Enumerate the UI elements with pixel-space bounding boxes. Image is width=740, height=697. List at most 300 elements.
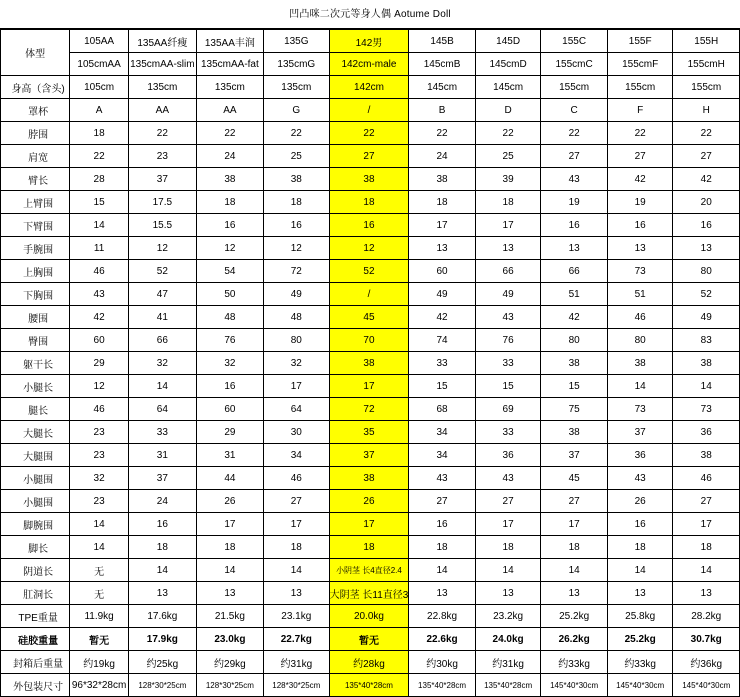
table-cell: 21.5kg — [196, 605, 263, 628]
table-cell: 约29kg — [196, 651, 263, 674]
model-row — [1, 30, 740, 53]
table-cell: 16 — [196, 375, 263, 398]
row-label: 下臂围 — [1, 214, 70, 237]
table-cell: C — [541, 99, 607, 122]
row-label: 脚长 — [1, 536, 70, 559]
table-cell: 23 — [128, 145, 196, 168]
table-cell: 66 — [475, 260, 541, 283]
row-label: 肩宽 — [1, 145, 70, 168]
table-cell: 19 — [607, 191, 673, 214]
table-row — [1, 237, 740, 260]
row-label: 阴道长 — [1, 559, 70, 582]
model-name: 105AA — [70, 30, 129, 53]
model-name: 135AA纤瘦 — [128, 30, 196, 53]
table-cell: 13 — [264, 582, 330, 605]
table-cell: F — [607, 99, 673, 122]
table-row — [1, 674, 740, 697]
table-cell: 76 — [475, 329, 541, 352]
table-cell: 25.8kg — [607, 605, 673, 628]
type-label: 体型 — [1, 30, 70, 76]
table-cell: 18 — [673, 536, 740, 559]
table-cell: 51 — [607, 283, 673, 306]
table-row — [1, 582, 740, 605]
row-label: 上胸围 — [1, 260, 70, 283]
table-cell: 42 — [541, 306, 607, 329]
table-cell: 33 — [475, 421, 541, 444]
table-cell: 11.9kg — [70, 605, 129, 628]
table-cell: 22.6kg — [409, 628, 475, 651]
table-cell: 38 — [329, 467, 409, 490]
table-cell: 18 — [409, 191, 475, 214]
table-cell: 18 — [70, 122, 129, 145]
size-chart-table — [0, 29, 740, 697]
table-cell: 27 — [409, 490, 475, 513]
table-cell: 17 — [541, 513, 607, 536]
table-cell: 66 — [128, 329, 196, 352]
table-cell: 128*30*25cm — [264, 674, 330, 697]
table-cell: 暂无 — [70, 628, 129, 651]
table-cell: 20 — [673, 191, 740, 214]
model-code: 145cmB — [409, 53, 475, 76]
table-cell: 52 — [329, 260, 409, 283]
table-cell: 37 — [128, 467, 196, 490]
row-label: 下胸围 — [1, 283, 70, 306]
table-cell: 43 — [607, 467, 673, 490]
table-cell: 41 — [128, 306, 196, 329]
table-cell: 22 — [196, 122, 263, 145]
table-cell: 36 — [673, 421, 740, 444]
table-cell: 16 — [541, 214, 607, 237]
row-label: 臀围 — [1, 329, 70, 352]
table-cell: 14 — [70, 536, 129, 559]
model-name: 135AA丰润 — [196, 30, 263, 53]
table-row — [1, 122, 740, 145]
table-cell: 12 — [329, 237, 409, 260]
table-cell: 31 — [128, 444, 196, 467]
table-cell: 无 — [70, 582, 129, 605]
table-cell: 18 — [541, 536, 607, 559]
table-cell: 18 — [196, 191, 263, 214]
table-cell: 20.0kg — [329, 605, 409, 628]
table-cell: 13 — [128, 582, 196, 605]
model-name: 142男 — [329, 30, 409, 53]
table-cell: 73 — [607, 398, 673, 421]
table-cell: 135*40*28cm — [475, 674, 541, 697]
table-cell: 34 — [409, 421, 475, 444]
table-cell: 36 — [607, 444, 673, 467]
table-row — [1, 651, 740, 674]
table-cell: 13 — [541, 582, 607, 605]
table-cell: 30 — [264, 421, 330, 444]
model-name: 135G — [264, 30, 330, 53]
sheet-title: 凹凸咪二次元等身人偶 Aotume Doll — [0, 0, 740, 29]
table-cell: 17 — [196, 513, 263, 536]
table-cell: 135cm — [264, 76, 330, 99]
table-cell: 38 — [264, 168, 330, 191]
table-cell: 14 — [673, 375, 740, 398]
table-cell: 26 — [607, 490, 673, 513]
table-cell: 18 — [196, 536, 263, 559]
table-cell: 80 — [541, 329, 607, 352]
table-cell: 18 — [128, 536, 196, 559]
table-cell: 18 — [264, 536, 330, 559]
table-cell: 14 — [70, 214, 129, 237]
table-cell: 18 — [409, 536, 475, 559]
table-cell: 38 — [673, 444, 740, 467]
table-cell: 17 — [329, 513, 409, 536]
table-cell: 13 — [409, 237, 475, 260]
table-cell: 76 — [196, 329, 263, 352]
table-cell: 45 — [541, 467, 607, 490]
table-cell: 约31kg — [475, 651, 541, 674]
table-cell: 38 — [541, 352, 607, 375]
table-cell: 11 — [70, 237, 129, 260]
table-cell: 29 — [70, 352, 129, 375]
table-cell: 14 — [128, 375, 196, 398]
table-cell: 46 — [264, 467, 330, 490]
table-cell: 145*40*30cm — [607, 674, 673, 697]
table-cell: 无 — [70, 559, 129, 582]
table-cell: 155cm — [673, 76, 740, 99]
table-cell: 49 — [475, 283, 541, 306]
table-row — [1, 283, 740, 306]
table-cell: 17 — [475, 214, 541, 237]
model-name: 145D — [475, 30, 541, 53]
table-cell: 34 — [409, 444, 475, 467]
table-cell: 27 — [541, 145, 607, 168]
table-cell: 23 — [70, 444, 129, 467]
table-cell: 17 — [409, 214, 475, 237]
row-label: 手腕围 — [1, 237, 70, 260]
table-cell: 24.0kg — [475, 628, 541, 651]
table-cell: 23.1kg — [264, 605, 330, 628]
table-cell: 25.2kg — [607, 628, 673, 651]
table-cell: 14 — [128, 559, 196, 582]
table-cell: 35 — [329, 421, 409, 444]
table-cell: B — [409, 99, 475, 122]
table-cell: 128*30*25cm — [196, 674, 263, 697]
table-cell: 13 — [475, 582, 541, 605]
table-cell: 51 — [541, 283, 607, 306]
model-code: 135cmAA-slim — [128, 53, 196, 76]
table-cell: 23.2kg — [475, 605, 541, 628]
table-cell: 48 — [264, 306, 330, 329]
table-cell: 38 — [409, 168, 475, 191]
table-cell: 17.6kg — [128, 605, 196, 628]
table-cell: 13 — [673, 237, 740, 260]
table-cell: 25 — [264, 145, 330, 168]
table-cell: 43 — [409, 467, 475, 490]
table-row — [1, 398, 740, 421]
table-cell: 135cm — [196, 76, 263, 99]
table-cell: 22 — [673, 122, 740, 145]
table-cell: 15.5 — [128, 214, 196, 237]
table-cell: 60 — [70, 329, 129, 352]
row-label: 躯干长 — [1, 352, 70, 375]
table-cell: 28.2kg — [673, 605, 740, 628]
row-label: 小腿围 — [1, 467, 70, 490]
table-cell: / — [329, 283, 409, 306]
table-cell: 24 — [128, 490, 196, 513]
table-cell: 17 — [264, 375, 330, 398]
table-cell: 约36kg — [673, 651, 740, 674]
table-cell: 14 — [607, 375, 673, 398]
table-cell: 145cm — [475, 76, 541, 99]
table-cell: 33 — [409, 352, 475, 375]
table-cell: 66 — [541, 260, 607, 283]
table-cell: 15 — [70, 191, 129, 214]
row-label: 封箱后重量 — [1, 651, 70, 674]
table-cell: 72 — [264, 260, 330, 283]
table-cell: 43 — [475, 467, 541, 490]
table-row — [1, 260, 740, 283]
table-cell: 27 — [541, 490, 607, 513]
model-name: 155H — [673, 30, 740, 53]
table-cell: 49 — [409, 283, 475, 306]
table-cell: 49 — [264, 283, 330, 306]
table-cell: 29 — [196, 421, 263, 444]
row-label: 脖围 — [1, 122, 70, 145]
table-row — [1, 76, 740, 99]
model-name: 145B — [409, 30, 475, 53]
table-cell: 54 — [196, 260, 263, 283]
table-cell: 23 — [70, 421, 129, 444]
table-cell: 17 — [673, 513, 740, 536]
table-cell: 14 — [409, 559, 475, 582]
table-cell: 16 — [128, 513, 196, 536]
table-cell: 22 — [264, 122, 330, 145]
model-code: 155cmF — [607, 53, 673, 76]
table-cell: 16 — [607, 513, 673, 536]
table-row — [1, 214, 740, 237]
table-cell: 15 — [409, 375, 475, 398]
table-cell: 36 — [475, 444, 541, 467]
table-cell: 145*40*30cm — [541, 674, 607, 697]
table-row — [1, 628, 740, 651]
table-cell: 33 — [128, 421, 196, 444]
table-row — [1, 513, 740, 536]
table-cell: 80 — [264, 329, 330, 352]
table-cell: 26 — [329, 490, 409, 513]
table-cell: 145cm — [409, 76, 475, 99]
table-cell: 13 — [409, 582, 475, 605]
table-cell: 16 — [264, 214, 330, 237]
table-cell: 44 — [196, 467, 263, 490]
table-cell: 18 — [329, 536, 409, 559]
table-cell: 32 — [196, 352, 263, 375]
model-code: 135cmAA-fat — [196, 53, 263, 76]
table-cell: 16 — [196, 214, 263, 237]
model-code: 155cmH — [673, 53, 740, 76]
table-cell: 12 — [128, 237, 196, 260]
table-cell: 42 — [673, 168, 740, 191]
table-cell: 22 — [607, 122, 673, 145]
table-cell: 37 — [607, 421, 673, 444]
table-cell: 16 — [607, 214, 673, 237]
table-body — [1, 30, 740, 697]
table-cell: 96*32*28cm — [70, 674, 129, 697]
row-label: 大腿围 — [1, 444, 70, 467]
table-cell: 52 — [128, 260, 196, 283]
row-label: 脚腕围 — [1, 513, 70, 536]
table-cell: 50 — [196, 283, 263, 306]
table-row — [1, 352, 740, 375]
table-cell: 27 — [329, 145, 409, 168]
table-cell: 27 — [673, 490, 740, 513]
table-cell: 12 — [196, 237, 263, 260]
table-cell: 32 — [128, 352, 196, 375]
table-row — [1, 329, 740, 352]
table-cell: 22 — [475, 122, 541, 145]
table-cell: 60 — [196, 398, 263, 421]
model-name: 155F — [607, 30, 673, 53]
table-cell: 17 — [264, 513, 330, 536]
table-cell: 27 — [475, 490, 541, 513]
table-cell: 70 — [329, 329, 409, 352]
table-cell: 26 — [196, 490, 263, 513]
table-cell: 22 — [329, 122, 409, 145]
table-cell: 18 — [607, 536, 673, 559]
table-cell: 43 — [70, 283, 129, 306]
table-cell: AA — [196, 99, 263, 122]
table-cell: 约25kg — [128, 651, 196, 674]
table-cell: 24 — [409, 145, 475, 168]
row-label: TPE重量 — [1, 605, 70, 628]
table-cell: 17 — [475, 513, 541, 536]
table-cell: 暂无 — [329, 628, 409, 651]
table-cell: 18 — [475, 536, 541, 559]
row-label: 腰围 — [1, 306, 70, 329]
table-cell: 约31kg — [264, 651, 330, 674]
row-label: 臂长 — [1, 168, 70, 191]
table-cell: 31 — [196, 444, 263, 467]
table-cell: AA — [128, 99, 196, 122]
table-cell: 25 — [475, 145, 541, 168]
model-name: 155C — [541, 30, 607, 53]
table-row — [1, 421, 740, 444]
table-cell: 约28kg — [329, 651, 409, 674]
table-cell: D — [475, 99, 541, 122]
row-label: 大腿长 — [1, 421, 70, 444]
table-row — [1, 536, 740, 559]
table-cell: 14 — [70, 513, 129, 536]
table-cell: 39 — [475, 168, 541, 191]
table-row — [1, 145, 740, 168]
table-cell: 37 — [128, 168, 196, 191]
table-cell: 14 — [264, 559, 330, 582]
table-cell: 38 — [673, 352, 740, 375]
table-cell: 22 — [70, 145, 129, 168]
table-cell: 22.7kg — [264, 628, 330, 651]
table-cell: 83 — [673, 329, 740, 352]
table-cell: 64 — [128, 398, 196, 421]
table-cell: 14 — [196, 559, 263, 582]
row-label: 肛洞长 — [1, 582, 70, 605]
table-cell: 142cm — [329, 76, 409, 99]
table-cell: 约33kg — [541, 651, 607, 674]
table-cell: 33 — [475, 352, 541, 375]
table-cell: 16 — [409, 513, 475, 536]
table-cell: 80 — [673, 260, 740, 283]
table-cell: 28 — [70, 168, 129, 191]
table-cell: 约30kg — [409, 651, 475, 674]
table-cell: 38 — [329, 168, 409, 191]
table-cell: 73 — [607, 260, 673, 283]
table-cell: 13 — [607, 582, 673, 605]
table-cell: 38 — [329, 352, 409, 375]
table-cell: 46 — [70, 398, 129, 421]
model-code: 135cmG — [264, 53, 330, 76]
table-cell: 69 — [475, 398, 541, 421]
table-cell: 46 — [673, 467, 740, 490]
table-cell: 14 — [673, 559, 740, 582]
table-cell: 38 — [607, 352, 673, 375]
model-code: 105cmAA — [70, 53, 129, 76]
table-cell: 60 — [409, 260, 475, 283]
table-cell: 约33kg — [607, 651, 673, 674]
table-cell: 27 — [607, 145, 673, 168]
table-cell: 30.7kg — [673, 628, 740, 651]
table-cell: 12 — [70, 375, 129, 398]
table-cell: A — [70, 99, 129, 122]
row-label: 硅胶重量 — [1, 628, 70, 651]
table-cell: 128*30*25cm — [128, 674, 196, 697]
table-cell: 46 — [607, 306, 673, 329]
table-cell: 34 — [264, 444, 330, 467]
table-cell: 27 — [264, 490, 330, 513]
table-cell: 17.5 — [128, 191, 196, 214]
table-row — [1, 444, 740, 467]
table-cell: 80 — [607, 329, 673, 352]
table-cell: 18 — [329, 191, 409, 214]
table-cell: 135*40*28cm — [409, 674, 475, 697]
table-cell: 47 — [128, 283, 196, 306]
table-cell: 22 — [128, 122, 196, 145]
table-cell: 49 — [673, 306, 740, 329]
table-cell: 25.2kg — [541, 605, 607, 628]
table-cell: 23.0kg — [196, 628, 263, 651]
table-row — [1, 306, 740, 329]
table-cell: 22 — [541, 122, 607, 145]
table-cell: 45 — [329, 306, 409, 329]
table-cell: 37 — [329, 444, 409, 467]
table-row — [1, 559, 740, 582]
model-code: 142cm-male — [329, 53, 409, 76]
table-cell: / — [329, 99, 409, 122]
row-label: 腿长 — [1, 398, 70, 421]
table-cell: 32 — [264, 352, 330, 375]
table-cell: 大阴茎 长11直径3 — [329, 582, 409, 605]
row-label: 上臂围 — [1, 191, 70, 214]
table-cell: 13 — [541, 237, 607, 260]
table-cell: 17.9kg — [128, 628, 196, 651]
table-cell: 13 — [673, 582, 740, 605]
table-row — [1, 490, 740, 513]
table-cell: 小阴茎 长4直径2.4 — [329, 559, 409, 582]
table-cell: 43 — [475, 306, 541, 329]
row-label: 罩杯 — [1, 99, 70, 122]
table-cell: 19 — [541, 191, 607, 214]
table-cell: 46 — [70, 260, 129, 283]
table-cell: 18 — [264, 191, 330, 214]
table-cell: 135*40*28cm — [329, 674, 409, 697]
row-label: 小腿长 — [1, 375, 70, 398]
table-cell: 64 — [264, 398, 330, 421]
table-cell: 13 — [475, 237, 541, 260]
model-code-row — [1, 53, 740, 76]
table-cell: 37 — [541, 444, 607, 467]
table-cell: 105cm — [70, 76, 129, 99]
